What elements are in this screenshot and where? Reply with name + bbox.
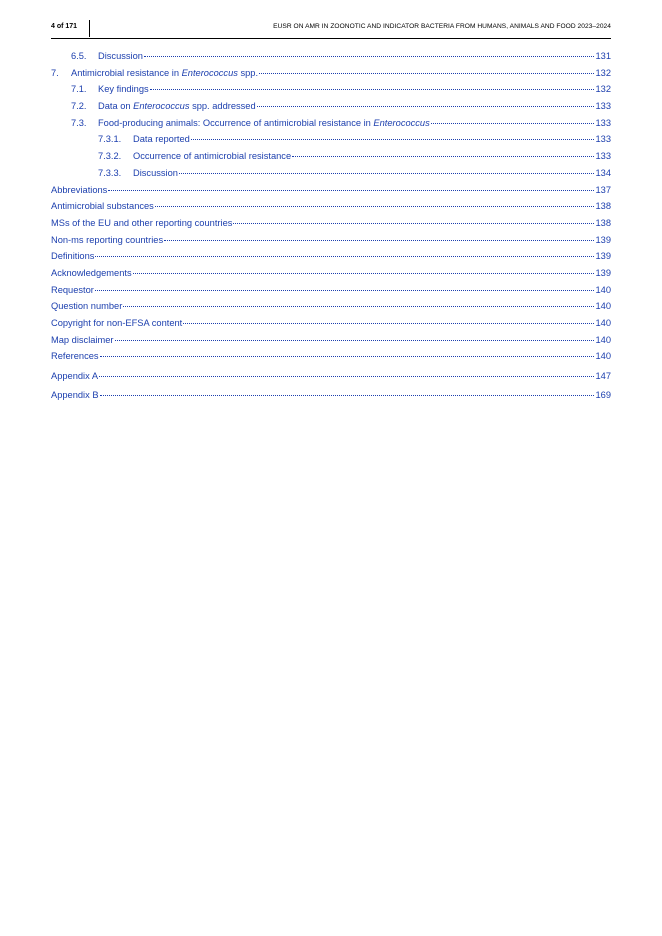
- dot-leader: [183, 322, 594, 324]
- toc-entry-7[interactable]: [51, 65, 611, 82]
- toc-title: Antimicrobial resistance in Enterococcus spp.: [71, 67, 259, 78]
- dot-leader: [259, 72, 594, 74]
- page-number: 4 of 171: [51, 23, 78, 30]
- toc-number: 7.: [51, 67, 59, 78]
- toc-page: 132: [595, 67, 611, 78]
- toc-title: Acknowledgements: [51, 267, 132, 278]
- dot-leader: [150, 88, 595, 90]
- toc-entry-appendix-a[interactable]: [51, 368, 611, 385]
- toc-entry-7-3-3[interactable]: [51, 165, 611, 182]
- toc-entry-question-number[interactable]: [51, 298, 611, 315]
- toc-title: Data on Enterococcus spp. addressed: [98, 101, 256, 112]
- toc-title: Definitions: [51, 251, 95, 262]
- toc-title: Copyright for non-EFSA content: [51, 318, 183, 328]
- dot-leader: [108, 189, 594, 191]
- toc-number: 7.1.: [71, 84, 87, 95]
- toc-entry-non-ms-reporting-countries[interactable]: [51, 232, 611, 249]
- toc-title: Abbreviations: [51, 184, 108, 195]
- toc-number: 6.5.: [71, 51, 87, 61]
- dot-leader: [123, 305, 594, 307]
- toc-title: Key findings: [98, 84, 149, 95]
- toc-entry-acknowledgements[interactable]: [51, 265, 611, 282]
- toc-entry-appendix-b[interactable]: [51, 387, 611, 404]
- table-of-contents: [51, 48, 611, 403]
- toc-title: Antimicrobial substances: [51, 201, 154, 212]
- toc-page: 147: [595, 370, 611, 381]
- toc-title: References: [51, 351, 99, 362]
- dot-leader: [179, 172, 595, 174]
- toc-title: Appendix B: [51, 389, 99, 400]
- toc-number: 7.3.2.: [98, 151, 122, 162]
- dot-leader: [164, 239, 594, 241]
- toc-page: 138: [595, 201, 611, 212]
- toc-entry-7-2[interactable]: [51, 98, 611, 115]
- toc-page: 137: [595, 184, 611, 195]
- toc-page: 140: [595, 301, 611, 312]
- toc-page: 140: [595, 334, 611, 345]
- toc-title: Requestor: [51, 284, 94, 295]
- toc-entry-7-1[interactable]: [51, 81, 611, 98]
- dot-leader: [95, 289, 595, 291]
- dot-leader: [133, 272, 595, 274]
- toc-entry-copyright[interactable]: [51, 315, 611, 332]
- toc-entry-definitions[interactable]: [51, 248, 611, 265]
- toc-entry-mss-reporting-countries[interactable]: [51, 215, 611, 232]
- dot-leader: [100, 355, 595, 357]
- dot-leader: [292, 155, 594, 157]
- toc-page: 133: [595, 151, 611, 162]
- toc-page: 139: [595, 251, 611, 262]
- toc-entry-7-3[interactable]: [51, 115, 611, 132]
- toc-entry-references[interactable]: [51, 348, 611, 365]
- toc-page: 133: [595, 134, 611, 145]
- toc-title: Data reported: [133, 134, 190, 145]
- running-title: EUSR ON AMR IN ZOONOTIC AND INDICATOR BACTERIA FROM HUMANS, ANIMALS AND FOOD 2023–2024: [273, 23, 611, 30]
- toc-title: Occurrence of antimicrobial resistance: [133, 151, 292, 162]
- toc-entry-map-disclaimer[interactable]: [51, 332, 611, 349]
- toc-page: 131: [595, 51, 611, 61]
- toc-entry-requestor[interactable]: [51, 282, 611, 299]
- dot-leader: [431, 122, 595, 124]
- toc-title: Appendix A: [51, 370, 99, 381]
- dot-leader: [115, 339, 595, 341]
- toc-page: 133: [595, 117, 611, 128]
- page-header: [51, 18, 611, 39]
- toc-title: Map disclaimer: [51, 334, 114, 345]
- toc-page: 140: [595, 284, 611, 295]
- dot-leader: [257, 105, 595, 107]
- toc-page: 139: [595, 234, 611, 245]
- toc-entry-7-3-1[interactable]: [51, 131, 611, 148]
- toc-number: 7.3.3.: [98, 167, 122, 178]
- toc-page: 169: [595, 389, 611, 400]
- toc-page: 132: [595, 84, 611, 95]
- dot-leader: [95, 255, 594, 257]
- toc-page: 140: [595, 318, 611, 328]
- toc-number: 7.2.: [71, 101, 87, 112]
- toc-entry-antimicrobial-substances[interactable]: [51, 198, 611, 215]
- toc-title: MSs of the EU and other reporting countries: [51, 217, 233, 228]
- toc-title: Discussion: [133, 167, 178, 178]
- dot-leader: [144, 55, 595, 57]
- toc-page: 133: [595, 101, 611, 112]
- toc-page: 134: [595, 167, 611, 178]
- dot-leader: [99, 375, 594, 377]
- toc-number: 7.3.1.: [98, 134, 122, 145]
- toc-page: 140: [595, 351, 611, 362]
- toc-page: 139: [595, 267, 611, 278]
- header-divider: [89, 20, 90, 37]
- dot-leader: [233, 222, 594, 224]
- dot-leader: [100, 394, 595, 396]
- toc-page: 138: [595, 217, 611, 228]
- toc-entry-7-3-2[interactable]: [51, 148, 611, 165]
- toc-title: Question number: [51, 301, 123, 312]
- toc-title: Non-ms reporting countries: [51, 234, 164, 245]
- toc-title: Discussion: [98, 51, 143, 61]
- dot-leader: [155, 205, 595, 207]
- toc-number: 7.3.: [71, 117, 87, 128]
- toc-entry-abbreviations[interactable]: [51, 182, 611, 199]
- toc-entry-6-5[interactable]: [51, 48, 611, 65]
- dot-leader: [191, 138, 595, 140]
- toc-title: Food-producing animals: Occurrence of antimicrobial resistance in Enterococcus: [98, 117, 430, 128]
